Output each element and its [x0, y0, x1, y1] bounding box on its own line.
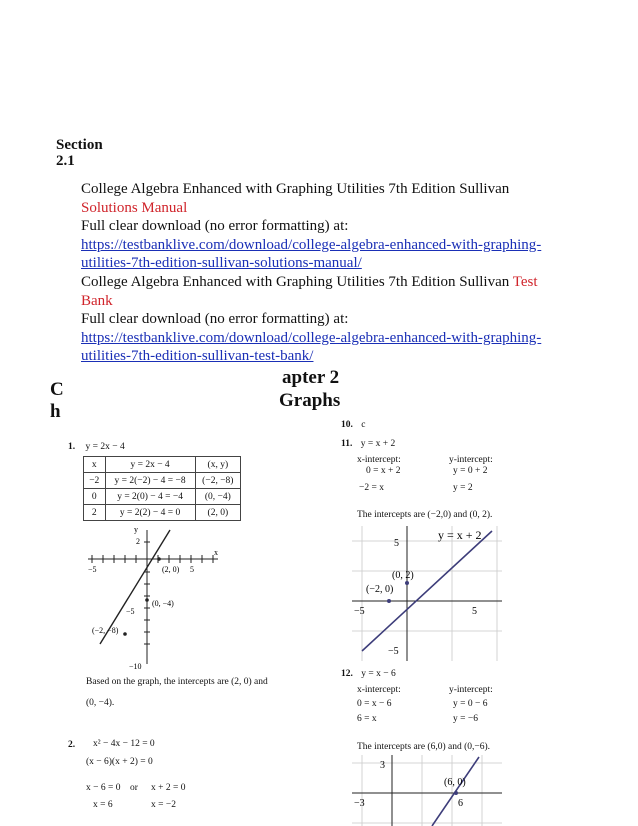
tick-label-y5: 5	[394, 538, 399, 549]
title-2: College Algebra Enhanced with Graphing Utilities 7th Edition Sullivan	[81, 273, 510, 290]
tick-label-ym5: −5	[126, 607, 135, 616]
table-cell: (−2, −8)	[195, 473, 240, 489]
table-row	[84, 473, 241, 489]
point-label-6-0: (6, 0)	[444, 777, 466, 788]
table-cell: y = 2(0) − 4 = −4	[105, 489, 195, 505]
point-label-m2-m8: (−2, −8)	[92, 626, 119, 635]
problem-2-line-2: (x − 6)(x + 2) = 0	[86, 757, 153, 767]
table-cell: y = 2(−2) − 4 = −8	[105, 473, 195, 489]
problem-11-equation: y = x + 2	[360, 439, 396, 449]
point-label-0-2: (0, 2)	[392, 570, 414, 581]
problem-11-y-step-2: y = 2	[453, 483, 473, 493]
download-link-2a[interactable]: https://testbanklive.com/download/college-algebra-enhanced-with-graphing-	[81, 329, 542, 346]
problem-12-x-step-1: 0 = x − 6	[357, 699, 392, 709]
download-link-1a[interactable]: https://testbanklive.com/download/college-algebra-enhanced-with-graphing-	[81, 236, 542, 253]
chapter-letter-h: h	[50, 401, 61, 422]
problem-11-x-step-2: −2 = x	[359, 483, 384, 493]
download-link-2b[interactable]: utilities-7th-edition-sullivan-test-bank/	[81, 348, 314, 365]
tick-label-xm3: −3	[354, 798, 365, 809]
graph-11-line-label: y = x + 2	[438, 528, 482, 542]
problem-11-y-int-label: y-intercept:	[449, 455, 493, 465]
tick-label-x5: 5	[190, 565, 194, 574]
section-word: Section	[56, 137, 103, 153]
problem-11-y-step-1: y = 0 + 2	[453, 466, 488, 476]
table-cell: 0	[84, 489, 106, 505]
point-2-0	[157, 557, 161, 561]
problem-12-y-step-2: y = −6	[453, 714, 478, 724]
table-cell: −2	[84, 473, 106, 489]
download-link-1b[interactable]: utilities-7th-edition-sullivan-solutions-manual/	[81, 255, 362, 272]
point-m2-0	[387, 599, 391, 603]
table-header-cell: y = 2x − 4	[105, 457, 195, 473]
problem-2-or: or	[130, 783, 138, 793]
problem-1-graph	[80, 522, 230, 672]
problem-2-line-4b: x = −2	[151, 800, 176, 810]
tick-label-y2: 2	[136, 537, 140, 546]
point-label-m2-0: (−2, 0)	[366, 584, 394, 595]
table-cell: 2	[84, 505, 106, 521]
chapter-letter-c: C	[50, 379, 64, 400]
intro-block	[81, 180, 563, 366]
table-cell: (0, −4)	[195, 489, 240, 505]
tick-label-ym10: −10	[129, 662, 142, 671]
problem-11-x-int-label: x-intercept:	[357, 455, 401, 465]
title-1: College Algebra Enhanced with Graphing Utilities 7th Edition Sullivan	[81, 181, 510, 197]
problem-2-line-1: x² − 4x − 12 = 0	[93, 739, 155, 749]
tick-label-xm5: −5	[88, 565, 97, 574]
problem-1-table	[83, 456, 241, 521]
problem-2-line-3a: x − 6 = 0	[86, 783, 121, 793]
problem-10-answer: c	[361, 420, 366, 430]
problem-11-conclusion: The intercepts are (−2,0) and (0, 2).	[357, 510, 493, 520]
table-row	[84, 489, 241, 505]
problem-1-equation: y = 2x − 4	[85, 442, 125, 452]
table-header-cell: (x, y)	[195, 457, 240, 473]
problem-1-conclusion-b: (0, −4).	[86, 698, 115, 708]
point-6-0	[454, 791, 458, 795]
tick-label-xm5: −5	[354, 606, 365, 617]
x-axis-label: x	[214, 548, 218, 557]
table-cell: y = 2(2) − 4 = 0	[105, 505, 195, 521]
problem-1-conclusion-a: Based on the graph, the intercepts are (2, 0) and	[86, 677, 268, 687]
tick-label-ym5: −5	[388, 646, 399, 657]
problem-10-number: 10.	[341, 420, 353, 430]
problem-12-x-step-2: 6 = x	[357, 714, 377, 724]
problem-11-x-step-1: 0 = x + 2	[366, 466, 401, 476]
problem-1	[68, 441, 125, 453]
problem-10	[341, 419, 365, 431]
problem-12-conclusion: The intercepts are (6,0) and (0,−6).	[357, 742, 491, 752]
y-axis-label: y	[134, 525, 138, 534]
title-2-red-a: Test	[512, 273, 538, 290]
section-number: 2.1	[56, 153, 75, 169]
table-cell: (2, 0)	[195, 505, 240, 521]
problem-2-number: 2.	[68, 740, 76, 750]
tick-label-y3: 3	[380, 760, 385, 771]
table-header-row	[84, 457, 241, 473]
problem-12-number: 12.	[341, 669, 353, 679]
point-label-0-m4: (0, −4)	[152, 599, 174, 608]
problem-1-number: 1.	[68, 442, 76, 452]
chapter-title: Graphs	[279, 390, 341, 411]
problem-12	[341, 668, 396, 680]
problem-12-y-step-1: y = 0 − 6	[453, 699, 488, 709]
tick-label-x6: 6	[458, 798, 463, 809]
tick-label-x5: 5	[472, 606, 477, 617]
chapter-apter: apter 2	[282, 367, 340, 388]
problem-2-line-3b: x + 2 = 0	[151, 783, 186, 793]
title-2-red-b: Bank	[81, 292, 113, 309]
problem-12-equation: y = x − 6	[361, 669, 396, 679]
problem-11	[341, 438, 395, 450]
table-row	[84, 505, 241, 521]
download-text-2: Full clear download (no error formatting) at:	[81, 311, 349, 328]
problem-11-graph	[352, 526, 502, 661]
problem-2-line-4a: x = 6	[93, 800, 113, 810]
problem-12-y-int-label: y-intercept:	[449, 685, 493, 695]
point-label-2-0: (2, 0)	[162, 565, 180, 574]
download-text-1: Full clear download (no error formatting) at:	[81, 218, 349, 235]
table-header-cell: x	[84, 457, 106, 473]
problem-12-graph	[352, 755, 502, 826]
point-m2-m8	[123, 632, 127, 636]
problem-12-x-int-label: x-intercept:	[357, 685, 401, 695]
point-0-m4	[145, 598, 149, 602]
point-0-2	[405, 581, 409, 585]
problem-11-number: 11.	[341, 439, 353, 449]
title-1-red: Solutions Manual	[81, 199, 188, 216]
